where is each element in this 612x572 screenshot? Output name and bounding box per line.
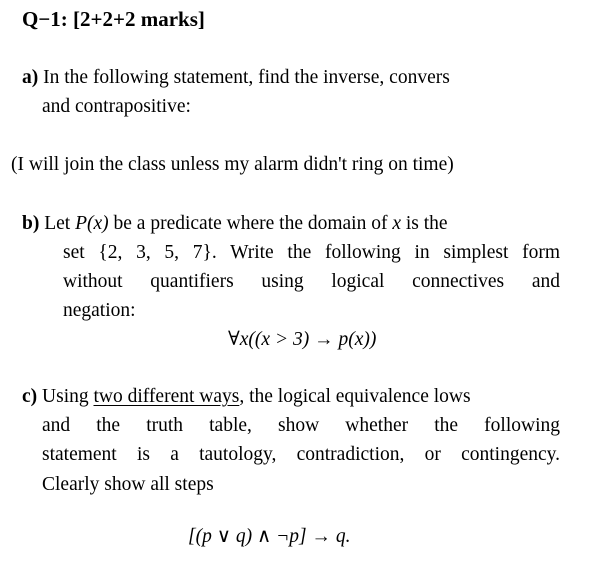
- part-b-line-3: [63, 270, 560, 294]
- part-b-line-4: [63, 299, 136, 323]
- part-c-formula-text: [(p ∨ q) ∧ ¬p] → q.: [188, 526, 351, 547]
- statement-text: (I will join the class unless my alarm didn't ring on time): [11, 154, 454, 175]
- part-a-text-2: and contrapositive:: [42, 96, 191, 117]
- part-c-line-3: [42, 443, 560, 467]
- part-a-label: a): [22, 67, 39, 88]
- part-a-line-2: [42, 95, 191, 119]
- part-c-text-4: Clearly show all steps: [42, 474, 214, 495]
- part-b-text-3: without quantifiers using logical connectives and: [63, 271, 560, 292]
- part-b-text-4: negation:: [63, 300, 136, 321]
- statement-line: [11, 153, 454, 177]
- part-c-line-4: [42, 473, 214, 497]
- part-c-text-post: , the logical equivalence lows: [239, 386, 471, 407]
- question-heading: [22, 7, 205, 31]
- part-b-formula-text: ∀x((x > 3) → p(x)): [228, 329, 377, 350]
- part-b-text-post: be a predicate where the domain of: [108, 213, 393, 234]
- part-c-text-3: statement is a tautology, contradiction, or contingency.: [42, 444, 560, 465]
- part-c-line-1: [22, 385, 471, 409]
- part-b-line-2: [63, 241, 560, 265]
- part-c-formula: [188, 525, 351, 549]
- part-c-underlined: two different ways: [93, 386, 240, 407]
- part-a-line-1: [22, 66, 450, 90]
- part-c-label: c): [22, 386, 38, 407]
- heading-text: Q−1: [2+2+2 marks]: [22, 7, 205, 31]
- part-a-text-1: In the following statement, find the inverse, convers: [43, 67, 450, 88]
- part-b-line-1: [22, 212, 448, 236]
- part-c-text-pre: Using: [42, 386, 94, 407]
- part-b-text-end: is the: [401, 213, 448, 234]
- part-b-variable: x: [392, 213, 401, 234]
- part-b-formula: [228, 328, 376, 352]
- part-b-text-pre: Let: [44, 213, 76, 234]
- part-b-text-2: set {2, 3, 5, 7}. Write the following in simplest form: [63, 242, 560, 263]
- part-c-text-2: and the truth table, show whether the following: [42, 415, 560, 436]
- part-b-predicate: P(x): [75, 213, 109, 234]
- part-c-line-2: [42, 414, 560, 438]
- part-b-label: b): [22, 213, 40, 234]
